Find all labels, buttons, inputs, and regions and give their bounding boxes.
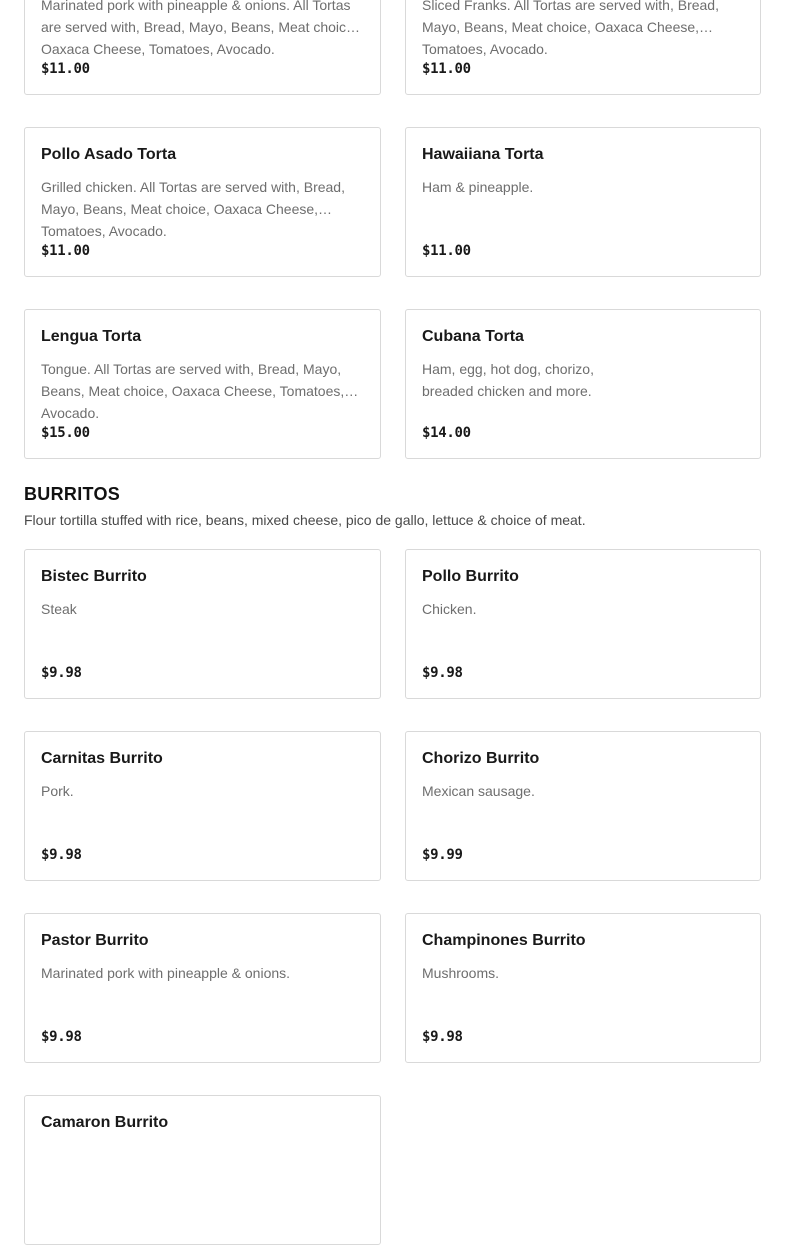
menu-item-name: Hawaiiana Torta: [422, 146, 544, 163]
menu-item-price: $9.98: [422, 1029, 463, 1045]
menu-item-price: $11.00: [41, 243, 90, 259]
menu-item-description: Mushrooms.: [422, 965, 500, 981]
menu-item-description: Tongue. All Tortas are served with, Bread, Mayo, Beans, Meat choice, Oaxaca Cheese, Tomatoes, Avocado.: [41, 361, 345, 421]
menu-item-description: Marinated pork with pineapple & onions. All Tortas are served with, Bread, Mayo, Beans, Meat choice, Oaxaca Cheese, Tomatoes, Avocado.: [41, 0, 358, 57]
menu-item-card[interactable]: [405, 731, 761, 881]
menu-item-name: Pollo Burrito: [422, 568, 519, 585]
menu-item-card[interactable]: [405, 549, 761, 699]
section-title: BURRITOS: [24, 484, 121, 504]
menu-item-description: Grilled chicken. All Tortas are served with, Bread, Mayo, Beans, Meat choice, Oaxaca Cheese, Tomatoes, Avocado.: [41, 179, 345, 239]
menu-item-name: Pastor Burrito: [41, 932, 149, 949]
menu-item-name: Pollo Asado Torta: [41, 146, 177, 163]
section-description: Flour tortilla stuffed with rice, beans, mixed cheese, pico de gallo, lettuce & choice of meat.: [24, 512, 586, 528]
menu-item-description: Mexican sausage.: [422, 783, 535, 799]
menu-item-price: $9.99: [422, 847, 463, 863]
menu-item-card[interactable]: [24, 309, 381, 459]
menu-item-description: Ham & pineapple.: [422, 179, 534, 195]
menu-item-price: $14.00: [422, 425, 471, 441]
menu-item-name: Champinones Burrito: [422, 932, 586, 949]
menu-item-card[interactable]: [405, 913, 761, 1063]
menu-item-description: Pork.: [41, 783, 74, 799]
menu-item-description: Chicken.: [422, 601, 477, 617]
menu-item-card[interactable]: [405, 0, 761, 95]
menu-item-name: Chorizo Burrito: [422, 750, 540, 767]
menu-item-name: Lengua Torta: [41, 328, 142, 345]
menu-item-description: Marinated pork with pineapple & onions.: [41, 965, 291, 981]
menu-item-card[interactable]: [24, 731, 381, 881]
menu-item-name: Carnitas Burrito: [41, 750, 163, 767]
menu-item-name: Cubana Torta: [422, 328, 524, 345]
menu-item-description: Sliced Franks. All Tortas are served with, Bread, Mayo, Beans, Meat choice, Oaxaca Cheese, Tomatoes, Avocado.: [422, 0, 719, 57]
menu-item-name: Bistec Burrito: [41, 568, 147, 585]
menu-item-description: Steak: [41, 601, 77, 617]
menu-item-card[interactable]: [24, 549, 381, 699]
menu-item-card[interactable]: [24, 1095, 381, 1245]
menu-item-card[interactable]: [405, 127, 761, 277]
menu-item-card[interactable]: [405, 309, 761, 459]
menu-item-card[interactable]: [24, 127, 381, 277]
menu-item-name: Camaron Burrito: [41, 1114, 169, 1131]
menu-item-price: $9.98: [41, 847, 82, 863]
menu-item-price: $11.00: [422, 243, 471, 259]
menu-item-price: $9.98: [422, 665, 463, 681]
menu-item-price: $9.98: [41, 1029, 82, 1045]
menu-item-price: $11.00: [41, 61, 90, 77]
menu-item-description: Ham, egg, hot dog, chorizo, breaded chicken and more.: [422, 361, 594, 399]
menu-item-card[interactable]: [24, 913, 381, 1063]
menu-item-price: $11.00: [422, 61, 471, 77]
menu-item-card[interactable]: [24, 0, 381, 95]
menu-item-price: $15.00: [41, 425, 90, 441]
menu-item-price: $9.98: [41, 665, 82, 681]
